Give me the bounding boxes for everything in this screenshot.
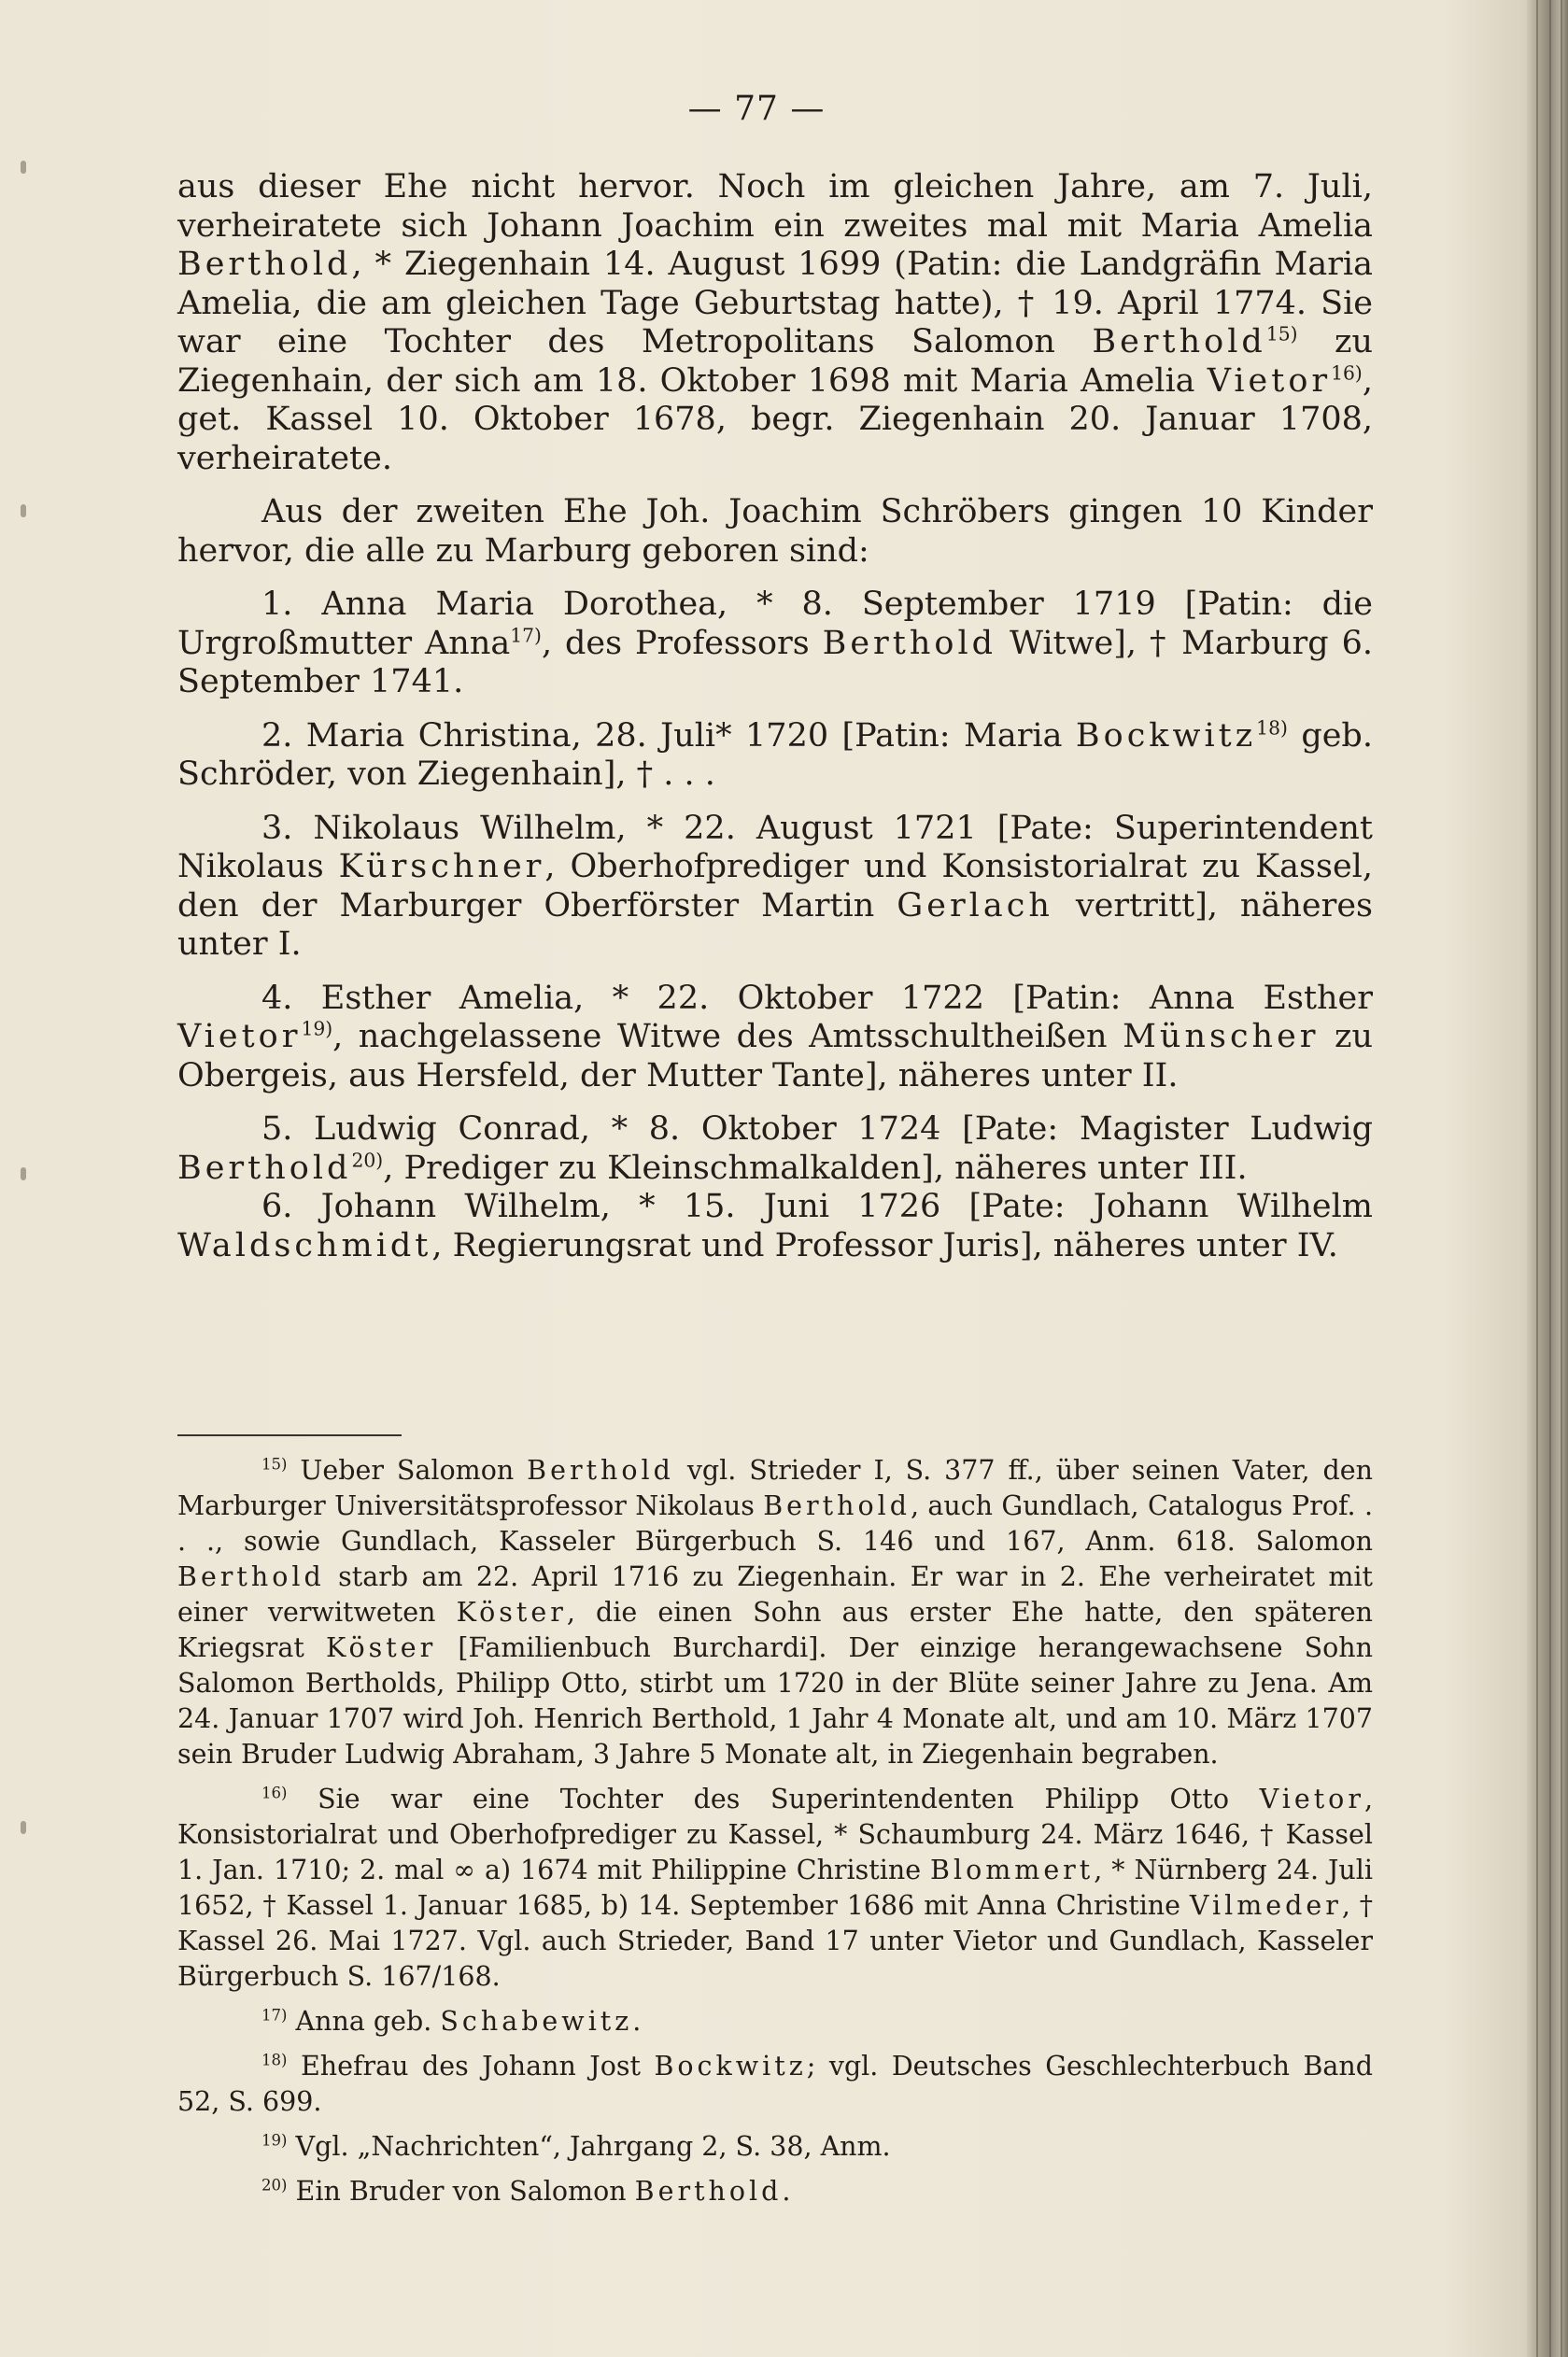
footnote-ref: 17) <box>510 623 542 646</box>
list-item <box>177 586 1373 702</box>
text: . <box>782 2176 791 2207</box>
text: , Regierungsrat und Professor Juris], näheres unter IV. <box>431 1226 1338 1264</box>
spaced-name: Vilmeder <box>1189 1890 1342 1921</box>
text: , Konsistorialrat und Oberhofprediger zu Kassel, * Schaumburg 24. März 1646, † Kassel 1. Jan. 1710; 2. mal ∞ a) 1674 mit Philippine Christine <box>177 1784 1374 1885</box>
spaced-name: Berthold <box>177 1561 325 1592</box>
footnote-ref: 18) <box>1256 715 1288 739</box>
page-gutter <box>1527 0 1568 2357</box>
text: 5. Ludwig Conrad, * 8. Oktober 1724 [Pate: Magister Ludwig <box>261 1110 1373 1148</box>
footnote-mark: 16) <box>261 1784 288 1802</box>
footnotes <box>177 1453 1373 2219</box>
text: Ueber Salomon <box>300 1455 515 1486</box>
spaced-name: Berthold <box>527 1455 674 1486</box>
footnote-ref: 16) <box>1331 360 1363 384</box>
spaced-name: Blommert <box>930 1855 1095 1885</box>
text: , Prediger zu Kleinschmalkalden], näheres unter III. <box>383 1149 1248 1187</box>
spaced-name: Münscher <box>1123 1018 1320 1055</box>
footnote-mark: 17) <box>261 2006 288 2025</box>
spaced-name: Berthold <box>763 1490 911 1521</box>
footnote-15 <box>177 1453 1373 1772</box>
text: zu Obergeis, aus Hersfeld, der Mutter Tante], näheres unter II. <box>177 1018 1373 1094</box>
text: 3. Nikolaus Wilhelm, * 22. August 1721 [Pate: Superintendent Nikolaus <box>177 809 1373 885</box>
text: , nachgelassene Witwe des Amtsschultheißen <box>332 1018 1108 1055</box>
spaced-name: Vietor <box>177 1018 302 1055</box>
margin-mark <box>21 1167 26 1180</box>
spaced-name: Berthold <box>177 246 352 283</box>
gutter-line <box>1561 0 1562 2357</box>
spaced-name: Berthold <box>822 624 997 662</box>
text: aus dieser Ehe nicht hervor. Noch im gleichen Jahre, am 7. Juli, verheiratete sich Johann Joachim ein zweites mal mit Maria Amelia <box>177 168 1373 245</box>
text: , get. Kassel 10. Oktober 1678, begr. Ziegenhain 20. Januar 1708, verheiratete. <box>177 361 1373 477</box>
text: Vgl. „Nachrichten“, Jahrgang 2, S. 38, Anm. <box>295 2131 891 2162</box>
text: 4. Esther Amelia, * 22. Oktober 1722 [Patin: Anna Esther <box>261 979 1373 1017</box>
spaced-name: Vietor <box>1207 361 1332 400</box>
text: starb am 22. April 1716 zu Ziegenhain. Er war in 2. Ehe verheiratet mit einer verwitweten <box>177 1561 1373 1628</box>
footnote-18 <box>177 2049 1373 2120</box>
text: geb. Schröder, von Ziegenhain], † . . . <box>177 716 1373 793</box>
text: zu Ziegenhain, der sich am 18. Oktober 1698 mit Maria Amelia <box>177 323 1373 400</box>
spaced-name: Bockwitz <box>1075 716 1257 755</box>
text: Ehefrau des Johann Jost <box>300 2051 641 2082</box>
spaced-name: Berthold <box>1092 323 1266 360</box>
footnote-17 <box>177 2004 1373 2039</box>
text: 6. Johann Wilhelm, * 15. Juni 1726 [Pate: Johann Wilhelm <box>261 1188 1373 1225</box>
text: vgl. Strieder I, S. 377 ff., über seinen Vater, den Marburger Universitätsprofessor Nikolaus <box>177 1455 1373 1521</box>
text: 1. Anna Maria Dorothea, * 8. September 1719 [Patin: die Urgroßmutter Anna <box>177 586 1373 662</box>
footnote-mark: 15) <box>261 1455 288 1474</box>
list-item <box>177 980 1373 1096</box>
footnote-mark: 20) <box>261 2176 288 2195</box>
footnote-mark: 18) <box>261 2051 288 2069</box>
footnote-20 <box>177 2174 1373 2209</box>
spaced-name: Gerlach <box>897 886 1053 924</box>
text: . <box>632 2006 642 2037</box>
text: ; vgl. Deutsches Geschlechterbuch Band 52, S. 699. <box>177 2051 1374 2117</box>
gutter-line <box>1549 0 1551 2357</box>
footnote-rule <box>177 1434 402 1436</box>
text: Witwe], † Marburg 6. September 1741. <box>177 624 1373 700</box>
list-item <box>177 717 1373 795</box>
page-number: — 77 — <box>687 90 826 128</box>
text: , † Kassel 26. Mai 1727. Vgl. auch Strieder, Band 17 unter Vietor und Gundlach, Kasseler Bürgerbuch S. 167/168. <box>177 1890 1373 1992</box>
text: vertritt], näheres unter I. <box>177 886 1373 963</box>
spaced-name: Schabewitz <box>440 2006 633 2037</box>
text: , die einen Sohn aus erster Ehe hatte, den späteren Kriegsrat <box>177 1597 1374 1663</box>
footnote-ref: 19) <box>301 1017 333 1040</box>
margin-mark <box>21 1821 26 1834</box>
spaced-name: Kürschner <box>338 848 545 885</box>
intro-paragraph <box>177 168 1373 478</box>
children-paragraph: Aus der zweiten Ehe Joh. Joachim Schröbers gingen 10 Kinder hervor, die alle zu Marburg geboren sind: <box>177 493 1373 570</box>
text: , * Nürnberg 24. Juli 1652, † Kassel 1. Januar 1685, b) 14. September 1686 mit Anna Christine <box>177 1855 1374 1921</box>
spaced-name: Vietor <box>1259 1784 1364 1814</box>
footnote-19 <box>177 2129 1373 2165</box>
text: 2. Maria Christina, 28. Juli* 1720 [Patin: Maria <box>261 716 1063 755</box>
margin-mark <box>21 161 26 174</box>
margin-mark <box>21 504 26 517</box>
list-item <box>177 810 1373 965</box>
spaced-name: Bockwitz <box>654 2051 807 2082</box>
spaced-name: Waldschmidt <box>177 1226 432 1264</box>
text: [Familienbuch Burchardi]. Der einzige herangewachsene Sohn Salomon Bertholds, Philipp Otto, stirbt um 1720 in der Blüte seiner Jahre zu Jena. Am 24. Januar 1707 wird Joh. Henrich Berthold, 1 Jahr 4 Monate alt, und am 10. März 1707 sein Bruder Ludwig Abraham, 3 Jahre 5 Monate alt, in Ziegenhain begraben. <box>177 1632 1374 1770</box>
text: Sie war eine Tochter des Superintendenten Philipp Otto <box>318 1784 1229 1814</box>
gutter-line <box>1536 0 1538 2357</box>
spaced-name: Köster <box>326 1632 437 1663</box>
text: , * Ziegenhain 14. August 1699 (Patin: die Landgräfin Maria Amelia, die am gleichen Tage Geburtstag hatte), † 19. April 1774. Sie war eine Tochter des Metropolitans Salomon <box>177 246 1373 360</box>
footnote-mark: 19) <box>261 2131 288 2150</box>
spaced-name: Berthold <box>634 2176 783 2207</box>
spaced-name: Berthold <box>177 1149 352 1187</box>
text: , des Professors <box>541 624 810 662</box>
children-list <box>177 586 1373 1265</box>
list-item <box>177 1110 1373 1188</box>
footnote-ref: 20) <box>351 1148 384 1171</box>
spaced-name: Köster <box>456 1597 567 1628</box>
text: , auch Gundlach, Catalogus Prof. . . ., sowie Gundlach, Kasseler Bürgerbuch S. 146 und 167, Anm. 618. Salomon <box>177 1490 1373 1557</box>
text: Ein Bruder von Salomon <box>295 2176 627 2207</box>
main-text <box>177 168 1373 1280</box>
text: Anna geb. <box>295 2006 432 2037</box>
list-item <box>177 1188 1373 1265</box>
footnote-ref: 15) <box>1265 322 1298 346</box>
text: , Oberhofprediger und Konsistorialrat zu Kassel, den der Marburger Oberförster Martin <box>177 848 1373 924</box>
footnote-16 <box>177 1782 1373 1995</box>
